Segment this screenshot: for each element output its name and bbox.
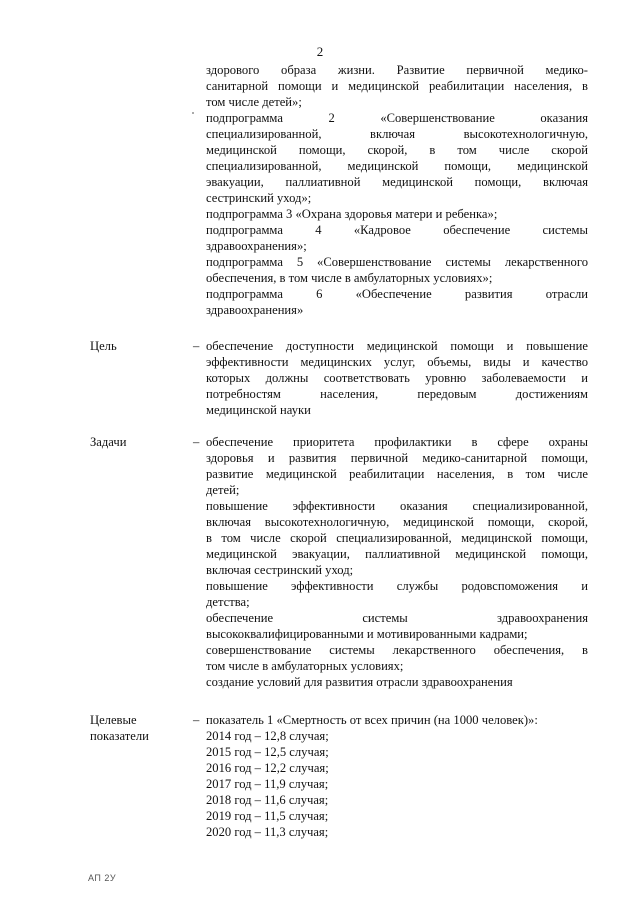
footer-mark: АП 2У [88,873,117,883]
text-line: здорового образа жизни. Развитие первичной медико- [206,63,588,77]
text-line: подпрограмма 4 «Кадровое обеспечение системы [206,223,588,237]
text-line: 2018 год – 11,6 случая; [206,793,329,807]
goal-label: Цель [90,339,117,353]
indicators-label-line2: показатели [90,729,149,743]
text-line: специализированной, включая высокотехнологичную, [206,127,588,141]
text-line: подпрограмма 6 «Обеспечение развития отрасли [206,287,588,301]
text-line: в том числе скорой специализированной, медицинской помощи, [206,531,588,545]
text-line: сестринский уход»; [206,191,312,205]
text-line: обеспечение доступности медицинской помощи и повышение [206,339,588,353]
text-line: подпрограмма 5 «Совершенствование системы лекарственного [206,255,588,269]
text-line: том числе детей»; [206,95,302,109]
text-line: 2017 год – 11,9 случая; [206,777,329,791]
indicators-dash: – [193,713,200,727]
subprograms-list [206,62,588,318]
text-line: развитие медицинской реабилитации населения, в том числе [206,467,588,481]
text-line: потребностям населения, передовым достижениям [206,387,588,401]
text-line: специализированной, медицинской помощи, медицинской [206,159,588,173]
goal-dash: – [193,339,200,353]
text-line: медицинской помощи, скорой, в том числе скорой [206,143,588,157]
text-line: здравоохранения» [206,303,304,317]
text-line: включая сестринский уход; [206,563,354,577]
text-line: санитарной помощи и медицинской реабилитации населения, в [206,79,588,93]
text-line: 2019 год – 11,5 случая; [206,809,329,823]
text-line: детей; [206,483,240,497]
text-line: обеспечение системы здравоохранения [206,611,588,625]
text-line: показатель 1 «Смертность от всех причин (на 1000 человек)»: [206,713,538,727]
text-line: 2014 год – 12,8 случая; [206,729,329,743]
tasks-dash: – [193,435,200,449]
text-line: обеспечение приоритета профилактики в сфере охраны [206,435,588,449]
tasks-label: Задачи [90,435,127,449]
goal-text [206,338,588,418]
text-line: эффективности медицинских услуг, объемы, виды и качество [206,355,588,369]
text-line: повышение эффективности оказания специализированной, [206,499,588,513]
tasks-text [206,434,588,690]
text-line: 2020 год – 11,3 случая; [206,825,329,839]
text-line: здравоохранения»; [206,239,307,253]
scan-speck [192,112,194,114]
text-line: обеспечения, в том числе в амбулаторных условиях»; [206,271,493,285]
text-line: детства; [206,595,250,609]
text-line: эвакуации, паллиативной медицинской помощи, включая [206,175,588,189]
text-line: медицинской эвакуации, паллиативной медицинской помощи, [206,547,588,561]
indicators-label-line1: Целевые [90,713,137,727]
text-line: том числе в амбулаторных условиях; [206,659,404,673]
text-line: подпрограмма 2 «Совершенствование оказания [206,111,588,125]
text-line: 2015 год – 12,5 случая; [206,745,329,759]
indicators-label [90,712,180,744]
indicators-text [206,712,588,840]
page-number: 2 [316,44,324,59]
text-line: высококвалифицированными и мотивированными кадрами; [206,627,528,641]
text-line: здоровья и развития первичной медико-санитарной помощи, [206,451,588,465]
text-line: включая высокотехнологичную, медицинской помощи, скорой, [206,515,588,529]
text-line: подпрограмма 3 «Охрана здоровья матери и ребенка»; [206,207,498,221]
text-line: совершенствование системы лекарственного обеспечения, в [206,643,588,657]
text-line: 2016 год – 12,2 случая; [206,761,329,775]
text-line: повышение эффективности службы родовспоможения и [206,579,588,593]
text-line: создание условий для развития отрасли здравоохранения [206,675,513,689]
text-line: которых должны соответствовать уровню заболеваемости и [206,371,588,385]
text-line: медицинской науки [206,403,311,417]
